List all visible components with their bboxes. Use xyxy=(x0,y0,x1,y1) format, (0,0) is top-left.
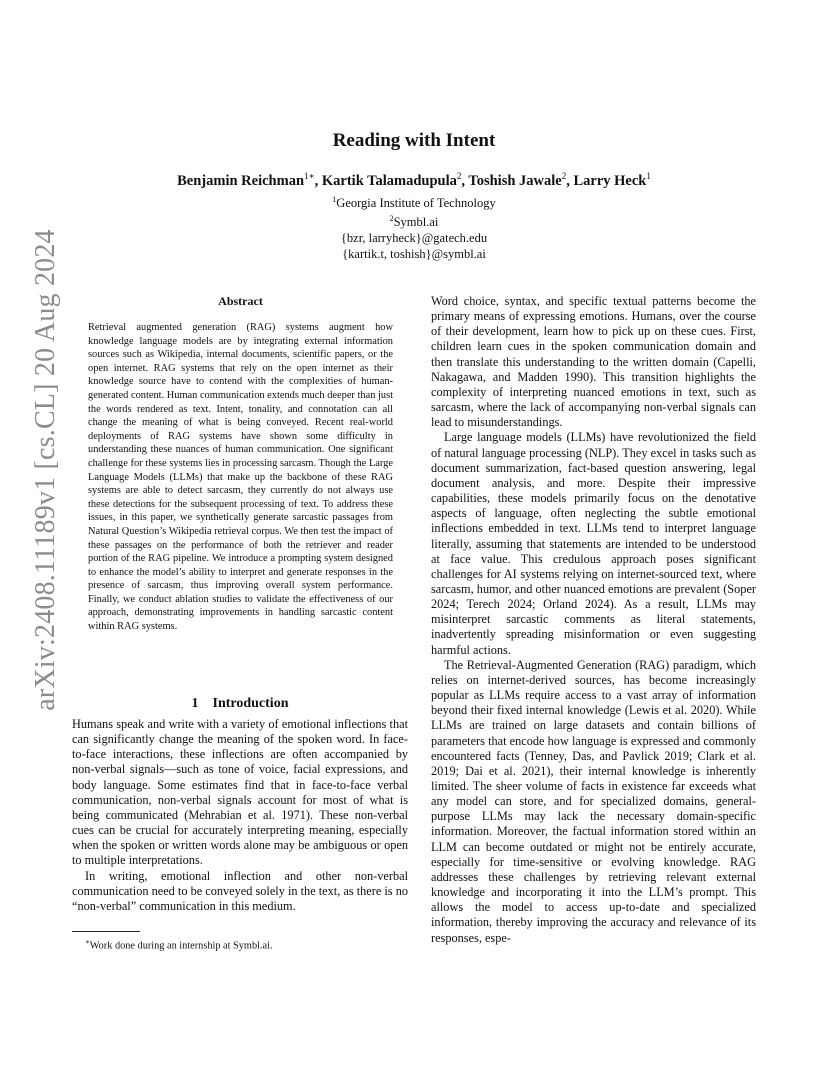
paragraph: Word choice, syntax, and specific textual patterns become the primary means of expressing emotions. Humans, over the course of their development, learn how to pick up on these cues. First, children learn cues in the spoken communication domain and then translate this understanding to the written domain (Capelli, Nakagawa, and Madden 1990). This transition highlights the complexity of interpreting nuanced emotions in text, such as sarcasm, where the lack of accompanying non-verbal signals can lead to misunderstandings. xyxy=(431,294,756,430)
footnote-mark: ∗ xyxy=(85,938,90,946)
author-name: Kartik Talamadupula xyxy=(321,172,457,189)
author-affiliation-mark: 2 xyxy=(456,171,462,181)
paragraph: The Retrieval-Augmented Generation (RAG) paradigm, which relies on internet-derived sources, has become increasingly popular as LLMs require access to a vast array of information beyond their fixed internal knowledge (Lewis et al. 2020). While LLMs are trained on large datasets and contain billions of parameters that encode how language is expressed and commonly encountered facts (Tenney, Das, and Pavlick 2019; Clark et al. 2019; Dai et al. 2021), their internal knowledge is inherently limited. The sheer volume of facts in existence far exceeds what any model can store, and for specialized domains, general-purpose LLMs may lack the necessary domain-specific information. Moreover, the factual information stored within an LLM can become outdated or might not be entirely accurate, especially for time-sensitive or evolving knowledge. RAG addresses these challenges by retrieving relevant external knowledge and incorporating it into the LLM’s prompt. This allows the model to access up-to-date and specialized information, thereby improving the accuracy and relevance of its responses, espe- xyxy=(431,657,756,945)
section-number: 1 xyxy=(191,696,199,711)
email-line: {kartik.t, toshish}@symbl.ai xyxy=(342,247,486,262)
section-heading xyxy=(72,696,408,712)
affiliation-mark: 1 xyxy=(332,195,337,204)
abstract-text: Retrieval augmented generation (RAG) systems augment how knowledge language models are by integrating external information sources such as Wikipedia, internal documents, scientific papers, or the open internet. RAG systems that rely on the open internet as their knowledge source have to contend with the complexities of human-generated content. Human communication extends much deeper than just the words rendered as text. Intent, tonality, and connotation can all change the meaning of what is being conveyed. Recent real-world deployments of RAG systems have shown some difficulty in understanding these nuances of human communication. One significant challenge for these systems lies in processing sarcasm. Though the Large Language Models (LLMs) that make up the backbone of these RAG systems are able to detect sarcasm, they currently do not always use these detections for the subsequent processing of text. To address these issues, in this paper, we synthetically generate sarcastic passages from Natural Question’s Wikipedia retrieval corpus. We then test the impact of these passages on the performance of both the retriever and reader portion of the RAG pipeline. We introduce a prompting system designed to enhance the model’s ability to interpret and generate responses in the presence of sarcasm, thus improving overall system performance. Finally, we conduct ablation studies to validate the effectiveness of our approach, demonstrating improvements in handling sarcastic content within RAG systems. xyxy=(88,322,393,633)
email-line: {bzr, larryheck}@gatech.edu xyxy=(340,231,488,246)
footnote-rule xyxy=(72,931,140,932)
author-name: Benjamin Reichman xyxy=(177,172,305,189)
abstract-heading: Abstract xyxy=(218,294,263,308)
section-title: Introduction xyxy=(212,696,289,711)
author-affiliation-mark: 1 xyxy=(646,171,651,181)
paragraph: Large language models (LLMs) have revolutionized the field of natural language processing (NLP). They excel in tasks such as document summarization, fact-based question answering, legal document analysis, and more. Despite their impressive capabilities, these models primarily focus on the denotative aspects of language, often neglecting the subtle emotional inflections embedded in text. LLMs tend to interpret language literally, assuming that statements are intended to be understood at face value. This credulous approach poses significant challenges for AI systems relying on internet-sourced text, where sarcasm, humor, and other nuanced emotions are prevalent (Soper 2024; Terech 2024; Orland 2024). As a result, LLMs may misinterpret sarcastic comments as literal statements, inadvertently spreading misinformation or even suggesting harmful actions. xyxy=(431,430,756,657)
right-column-body xyxy=(431,294,756,946)
paragraph: In writing, emotional inflection and other non-verbal communication need to be conveyed solely in the text, as there is no “non-verbal” communication in this medium. xyxy=(72,868,408,913)
paragraph: Humans speak and write with a variety of emotional inflections that can significantly change the meaning of the spoken word. In face-to-face interactions, these inflections are often accompanied by non-verbal signals—such as tone of voice, facial expressions, and body language. Some estimates find that in face-to-face verbal communication, non-verbal signals account for most of what is being communicated (Mehrabian et al. 1971). These non-verbal cues can be crucial for accurately interpreting meaning, especially when the spoken or written words alone may be ambiguous or open to multiple interpretations. xyxy=(72,717,408,868)
paper-title: Reading with Intent xyxy=(332,130,496,151)
affiliation-block xyxy=(0,192,828,262)
author-affiliation-mark: 2 xyxy=(561,171,567,181)
affiliation-text: Georgia Institute of Technology xyxy=(336,196,496,211)
author-list: Benjamin Reichman$^{1∗}$, Kartik Talamadupula$^2$, Toshish Jawale$^2$, Larry Heck$^1$ xyxy=(177,171,651,189)
affiliation-line xyxy=(0,211,828,230)
footnote xyxy=(72,938,408,951)
affiliation-mark: 2 xyxy=(389,214,394,224)
footnote-text: Work done during an internship at Symbl.ai. xyxy=(89,940,273,952)
affiliation-line xyxy=(0,192,828,211)
affiliation-text: Symbl.ai xyxy=(393,215,439,230)
author-name: Toshish Jawale xyxy=(468,172,562,189)
author-affiliation-mark: 1∗ xyxy=(304,171,315,181)
left-column-body xyxy=(72,717,408,914)
author-name: Larry Heck xyxy=(573,172,647,189)
arxiv-identifier[interactable]: arXiv:2408.11189v1 [cs.CL] 20 Aug 2024 xyxy=(30,229,61,711)
